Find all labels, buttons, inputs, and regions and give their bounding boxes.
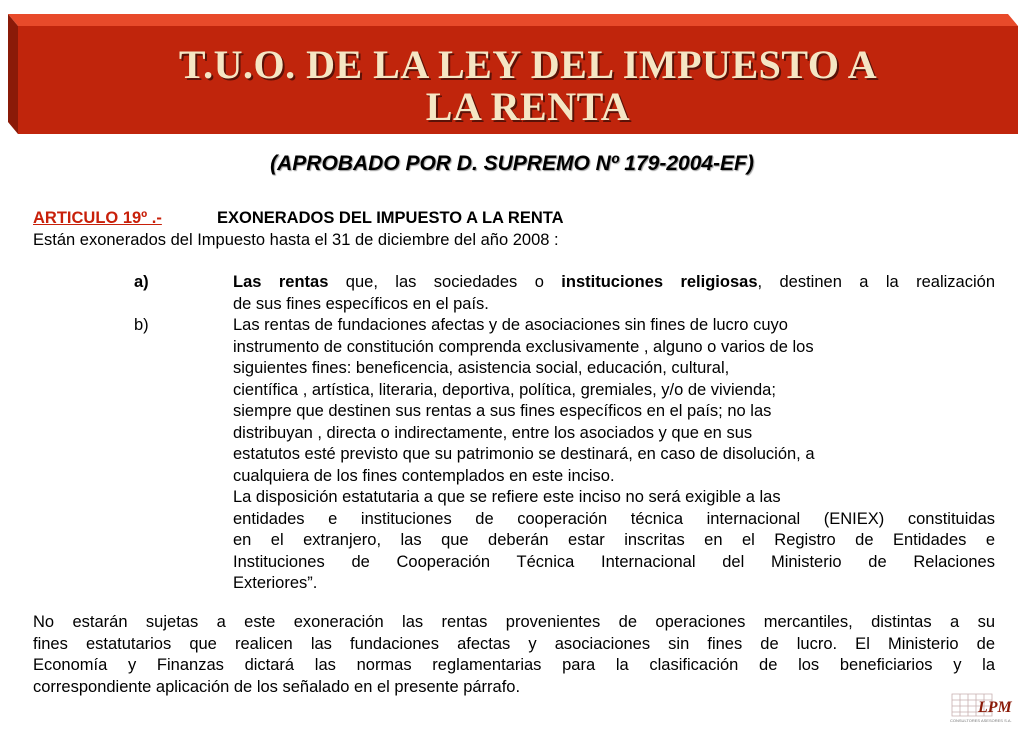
item-b-letter: b) bbox=[134, 316, 149, 334]
item-b-line: La disposición estatutaria a que se refiere este inciso no será exigible a las bbox=[233, 488, 781, 506]
company-logo bbox=[948, 690, 1014, 724]
article-title: EXONERADOS DEL IMPUESTO A LA RENTA bbox=[217, 209, 564, 227]
item-b-line: instrumento de constitución comprenda exclusivamente , alguno o varios de los bbox=[233, 337, 814, 356]
subtitle: (APROBADO POR D. SUPREMO Nº 179-2004-EF) bbox=[270, 152, 754, 175]
item-b-line: Exteriores”. bbox=[233, 574, 318, 592]
item-b-line: cualquiera de los fines contemplados en este inciso. bbox=[233, 466, 615, 485]
item-a-text bbox=[233, 272, 995, 315]
item-b-line: Instituciones de Cooperación Técnica Internacional del Ministerio de Relaciones bbox=[233, 552, 995, 571]
page-title bbox=[48, 44, 1008, 128]
article-label: ARTICULO 19º .- bbox=[33, 209, 162, 227]
item-b-line: en el extranjero, las que deberán estar inscritas en el Registro de Entidades e bbox=[233, 531, 995, 549]
logo-caption: CONSULTORES ASESORES S.A. bbox=[950, 718, 1012, 723]
item-b-line: distribuyan , directa o indirectamente, entre los asociados y que en sus bbox=[233, 423, 753, 442]
item-b-line: entidades e instituciones de cooperación técnica internacional (ENIEX) constituidas bbox=[233, 509, 995, 528]
item-b-line: Las rentas de fundaciones afectas y de asociaciones sin fines de lucro cuyo bbox=[233, 316, 788, 334]
closing-line: No estarán sujetas a este exoneración las rentas provenientes de operaciones mercantiles, distintas a su bbox=[33, 613, 995, 631]
article-intro: Están exonerados del Impuesto hasta el 31 de diciembre del año 2008 : bbox=[33, 231, 559, 249]
closing-line: correspondiente aplicación de los señalado en el presente párrafo. bbox=[33, 677, 521, 696]
item-a-line: Las rentas que, las sociedades o instituciones religiosas, destinen a la realización bbox=[233, 273, 995, 291]
item-a-line: de sus fines específicos en el país. bbox=[233, 294, 489, 313]
closing-line: fines estatutarios que realicen las fundaciones afectas y asociaciones sin fines de lucro. El Ministerio de bbox=[33, 634, 995, 653]
title-line-1: T.U.O. DE LA LEY DEL IMPUESTO A bbox=[178, 42, 878, 87]
title-banner bbox=[8, 14, 1018, 134]
item-b-line: siempre que destinen sus rentas a sus fines específicos en el país; no las bbox=[233, 402, 772, 420]
item-b-line: siguientes fines: beneficencia, asistencia social, educación, cultural, bbox=[233, 359, 730, 377]
item-b-line: científica , artística, literaria, deportiva, política, gremiales, y/o de vivienda; bbox=[233, 380, 776, 399]
closing-paragraph bbox=[33, 612, 995, 698]
logo-text: LPM bbox=[978, 699, 1012, 716]
closing-line: Economía y Finanzas dictará las normas reglamentarias para la clasificación de los beneficiarios y la bbox=[33, 656, 995, 674]
item-a-letter: a) bbox=[134, 273, 149, 291]
item-b-line: estatutos esté previsto que su patrimonio se destinará, en caso de disolución, a bbox=[233, 445, 815, 463]
item-b-text bbox=[233, 315, 995, 595]
title-line-2: LA RENTA bbox=[425, 84, 631, 129]
